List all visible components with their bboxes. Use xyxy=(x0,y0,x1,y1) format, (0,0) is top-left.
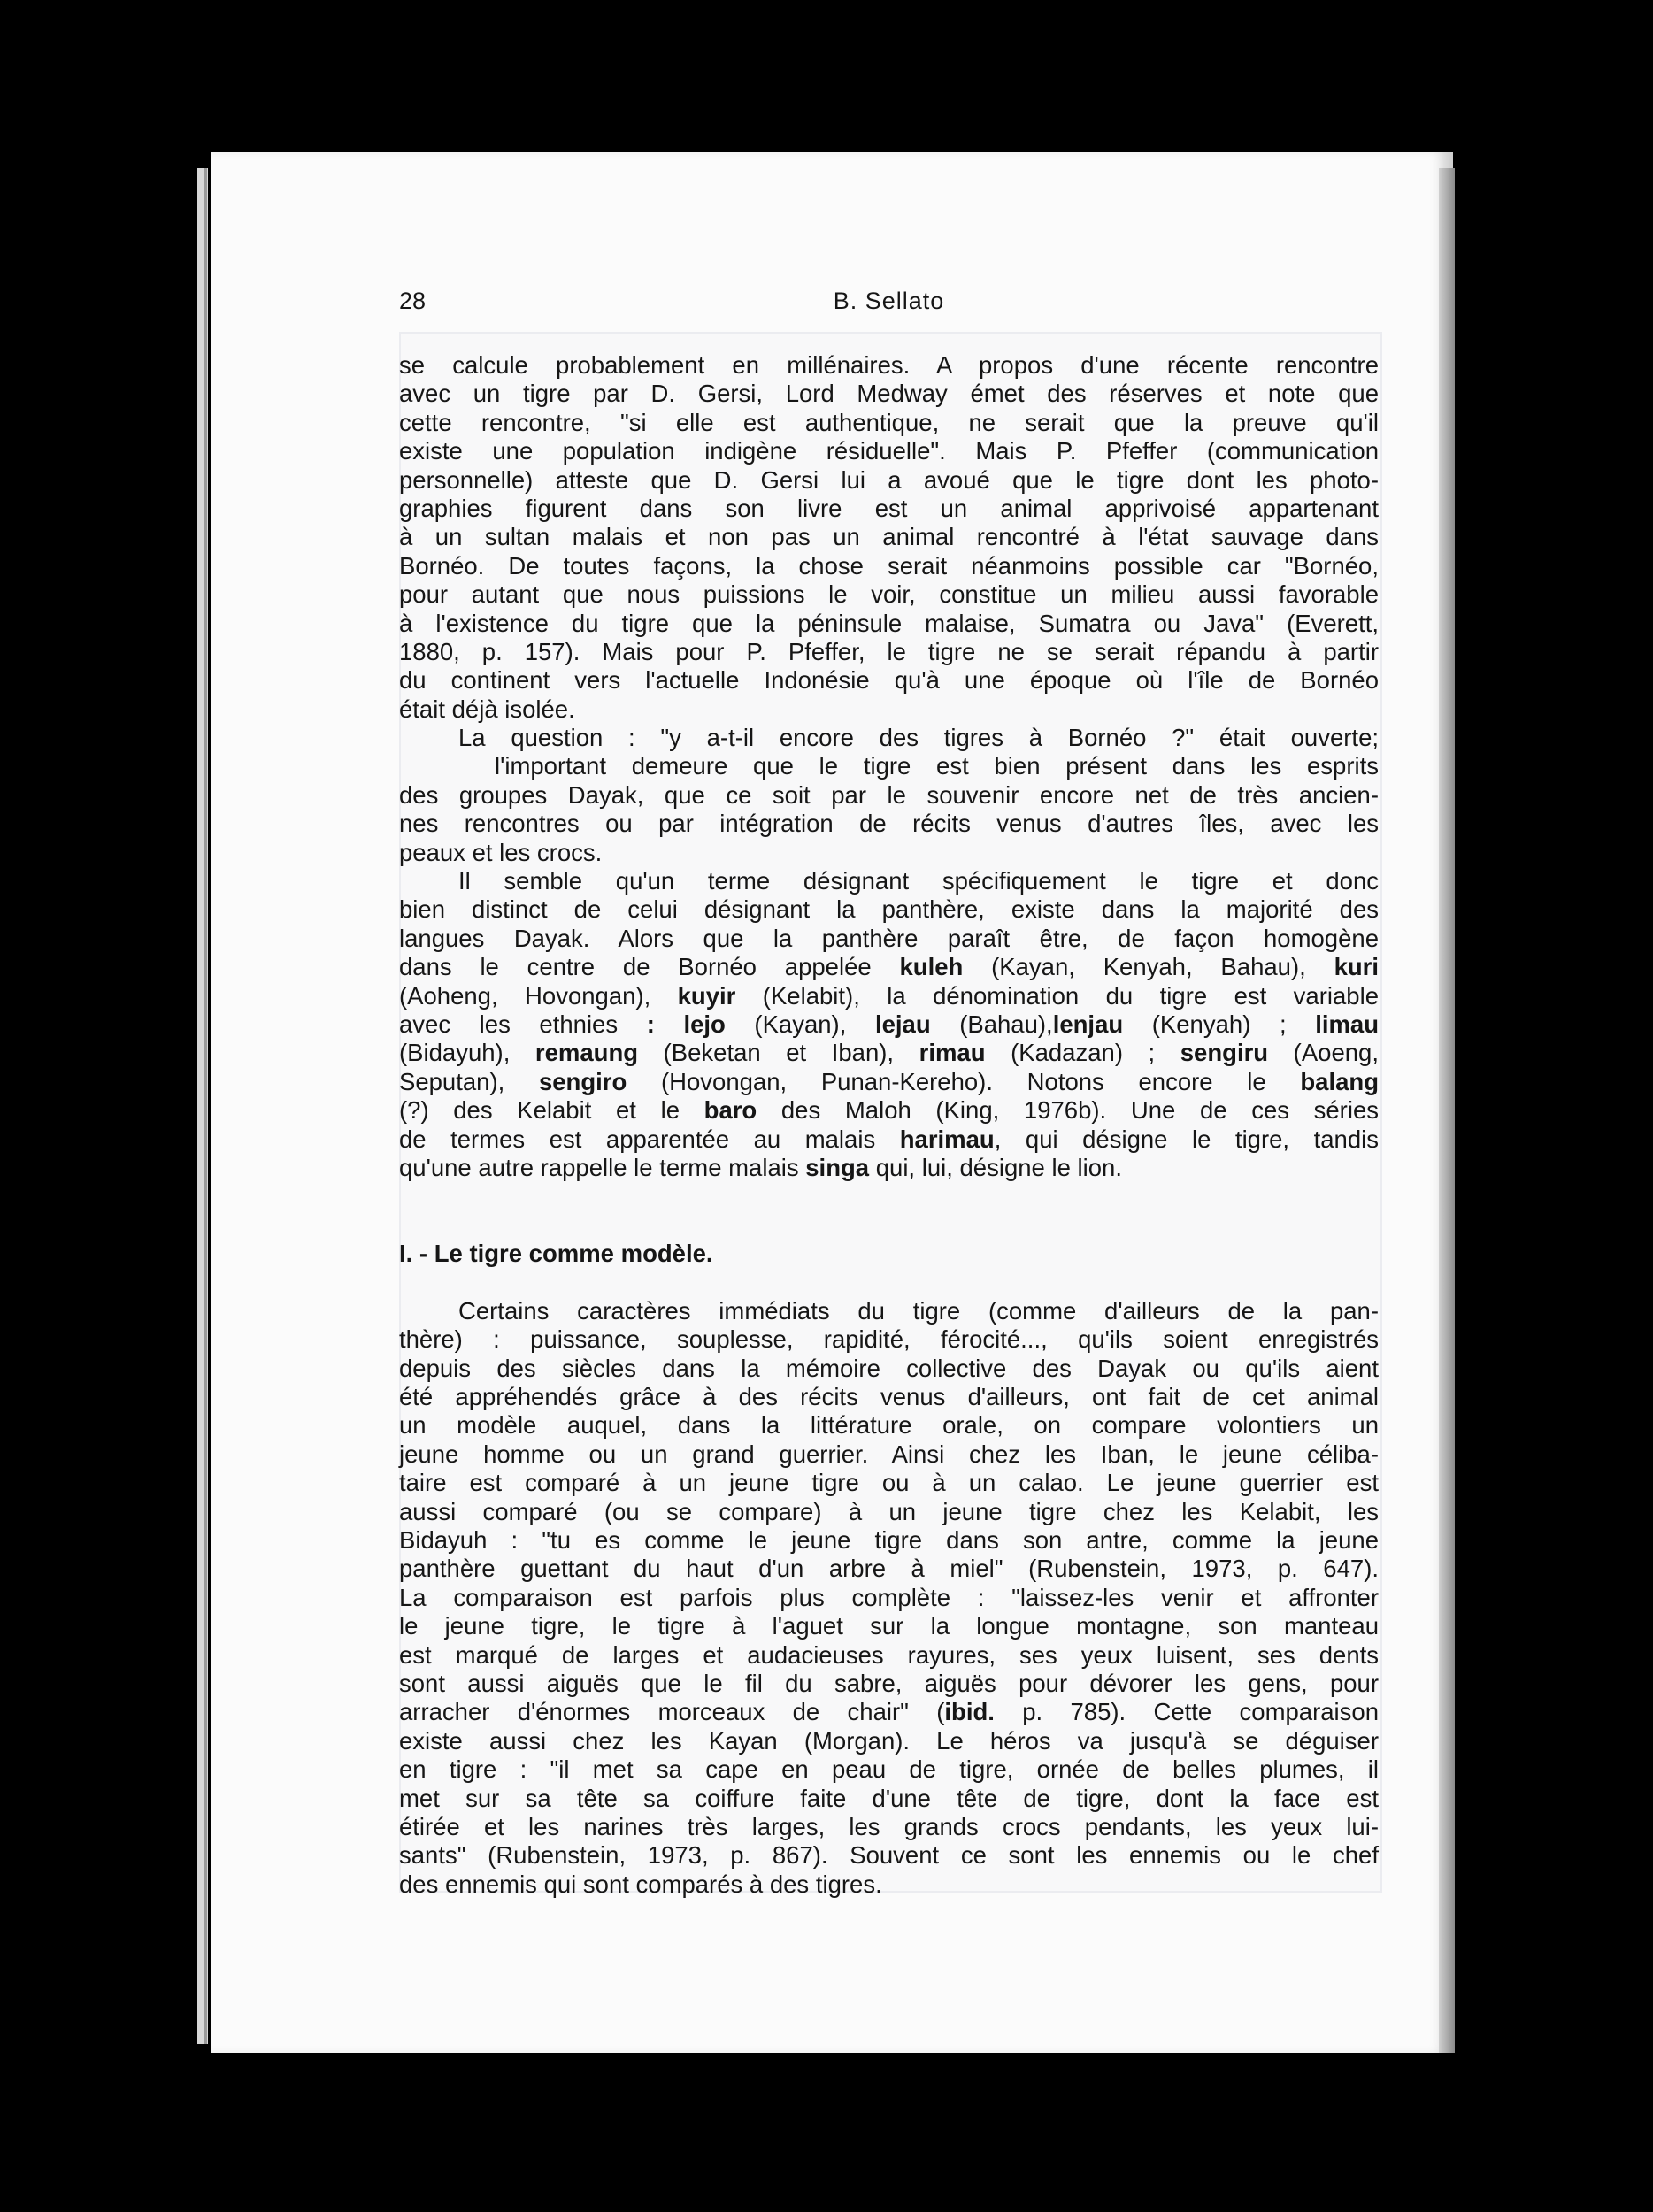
text-run: (Hovongan, Punan-Kereho). Notons encore le xyxy=(627,1067,1301,1095)
bold-term: lenjau xyxy=(1052,1010,1124,1038)
text-run: des ennemis qui sont comparés à des tigres. xyxy=(399,1870,882,1898)
text-run: du continent vers l'actuelle Indonésie qu'à une époque où l'île de Bornéo xyxy=(399,666,1379,695)
text-line xyxy=(399,982,1379,1010)
text-line xyxy=(399,1785,1379,1813)
text-line xyxy=(399,1526,1379,1555)
paragraph xyxy=(399,1297,1379,1899)
text-run: (Bidayuh), xyxy=(399,1039,535,1067)
text-line xyxy=(399,895,1379,924)
text-line xyxy=(399,1755,1379,1784)
text-line xyxy=(399,1698,1379,1726)
text-line xyxy=(399,1039,1379,1067)
text-run: p. 785). Cette comparaison xyxy=(994,1698,1379,1726)
paragraphs-after xyxy=(399,1297,1379,1899)
text-line xyxy=(399,1555,1379,1583)
text-run: arracher d'énormes morceaux de chair" ( xyxy=(399,1698,945,1726)
text-run: à un sultan malais et non pas un animal rencontré à l'état sauvage dans xyxy=(399,523,1379,551)
bold-term: sengiro xyxy=(538,1067,627,1095)
text-run: aussi comparé (ou se compare) à un jeune tigre chez les Kelabit, les xyxy=(399,1497,1379,1525)
text-run: Certains caractères immédiats du tigre (comme d'ailleurs de la pan- xyxy=(458,1296,1379,1325)
bold-term: : lejo xyxy=(646,1010,726,1038)
text-run: avec les ethnies xyxy=(399,1010,647,1038)
bold-term: lejau xyxy=(874,1010,931,1038)
text-run: langues Dayak. Alors que la panthère paraît être, de façon homogène xyxy=(399,924,1379,952)
text-line xyxy=(399,1411,1379,1440)
text-line xyxy=(399,695,1379,724)
text-line xyxy=(399,1870,1379,1899)
text-line xyxy=(399,839,1379,867)
text-line xyxy=(399,867,1379,895)
text-line xyxy=(399,1641,1379,1670)
text-line xyxy=(399,1612,1379,1640)
text-run: (Kelabit), la dénomination du tigre est variable xyxy=(735,981,1379,1010)
text-run: (Kadazan) ; xyxy=(985,1039,1180,1067)
text-line xyxy=(399,495,1379,523)
text-run: Il semble qu'un terme désignant spécifiquement le tigre et donc xyxy=(458,867,1379,895)
text-run: (Kenyah) ; xyxy=(1123,1010,1316,1038)
text-line xyxy=(399,1355,1379,1383)
text-run: depuis des siècles dans la mémoire collective des Dayak ou qu'ils aient xyxy=(399,1354,1379,1382)
bold-term: rimau xyxy=(919,1039,986,1067)
text-run: des Maloh (King, 1976b). Une de ces séries xyxy=(757,1096,1379,1125)
text-run: (Aoheng, Hovongan), xyxy=(399,981,678,1010)
text-line xyxy=(399,610,1379,638)
text-run: La question : "y a-t-il encore des tigres à Bornéo ?" était ouverte; xyxy=(458,724,1379,752)
text-run: (Aoeng, xyxy=(1268,1039,1379,1067)
text-run: le jeune tigre, le tigre à l'aguet sur la longue montagne, son manteau xyxy=(399,1612,1379,1640)
text-run: cette rencontre, "si elle est authentique, ne serait que la preuve qu'il xyxy=(399,408,1379,436)
text-run: existe une population indigène résiduelle". Mais P. Pfeffer (communication xyxy=(399,437,1379,465)
text-line xyxy=(399,1469,1379,1497)
text-run: (Kayan), xyxy=(725,1010,875,1038)
text-line xyxy=(399,1498,1379,1526)
text-run: de termes est apparentée au malais xyxy=(399,1125,900,1153)
text-run: peaux et les crocs. xyxy=(399,838,603,866)
text-line xyxy=(399,1670,1379,1698)
bold-term: baro xyxy=(703,1096,757,1125)
text-run: 1880, p. 157). Mais pour P. Pfeffer, le tigre ne se serait répandu à partir xyxy=(399,637,1379,665)
text-line xyxy=(399,1440,1379,1469)
text-run: été appréhendés grâce à des récits venus d'ailleurs, ont fait de cet animal xyxy=(399,1383,1379,1411)
text-line xyxy=(399,580,1379,609)
text-line xyxy=(399,351,1379,380)
bold-term: kuyir xyxy=(677,981,736,1010)
text-line xyxy=(399,953,1379,981)
text-run: La comparaison est parfois plus complète : "laissez-les venir et affronter xyxy=(399,1583,1379,1611)
text-run: qu'une autre rappelle le terme malais xyxy=(399,1153,806,1181)
bold-term: kuri xyxy=(1334,953,1379,981)
bold-term: sengiru xyxy=(1180,1039,1269,1067)
text-line xyxy=(399,1096,1379,1125)
text-run: à l'existence du tigre que la péninsule malaise, Sumatra ou Java" (Everett, xyxy=(399,609,1379,637)
bold-term: harimau xyxy=(899,1125,995,1153)
text-run: panthère guettant du haut d'un arbre à miel" (Rubenstein, 1973, p. 647). xyxy=(399,1555,1379,1583)
paragraph xyxy=(399,867,1379,1182)
body-text xyxy=(399,351,1379,1899)
text-run: en tigre : "il met sa cape en peau de tigre, ornée de belles plumes, il xyxy=(399,1755,1379,1784)
bold-term: remaung xyxy=(534,1039,639,1067)
paragraph xyxy=(399,724,1379,867)
bold-term: ibid. xyxy=(944,1698,995,1726)
text-run: se calcule probablement en millénaires. A propos d'une récente rencontre xyxy=(399,351,1379,379)
text-run: qui, lui, désigne le lion. xyxy=(869,1153,1122,1181)
text-run: nes rencontres ou par intégration de récits venus d'autres îles, avec les xyxy=(399,810,1379,838)
text-line xyxy=(399,1584,1379,1612)
text-line xyxy=(399,1154,1379,1182)
text-line xyxy=(399,1325,1379,1354)
text-line xyxy=(399,1841,1379,1870)
bold-term: singa xyxy=(805,1153,870,1181)
text-run: (Beketan et Iban), xyxy=(638,1039,919,1067)
text-run: sont aussi aiguës que le fil du sabre, aiguës pour dévorer les gens, pour xyxy=(399,1670,1379,1697)
text-line xyxy=(399,1813,1379,1841)
section-heading: I. - Le tigre comme modèle. xyxy=(399,1240,713,1268)
text-run: bien distinct de celui désignant la panthère, existe dans la majorité des xyxy=(399,895,1379,924)
text-run: graphies figurent dans son livre est un animal apprivoisé appartenant xyxy=(399,494,1379,522)
bold-term: kuleh xyxy=(899,953,964,981)
text-line xyxy=(399,724,1379,752)
text-run: taire est comparé à un jeune tigre ou à un calao. Le jeune guerrier est xyxy=(399,1469,1379,1497)
text-run: est marqué de larges et audacieuses rayures, ses yeux luisent, ses dents xyxy=(399,1640,1379,1669)
text-line xyxy=(399,380,1379,408)
text-line xyxy=(399,925,1379,953)
text-line xyxy=(399,1068,1379,1096)
bold-term: limau xyxy=(1315,1010,1380,1038)
text-line xyxy=(399,437,1379,465)
text-run: des groupes Dayak, que ce soit par le souvenir encore net de très ancien- xyxy=(399,780,1379,809)
text-run: thère) : puissance, souplesse, rapidité, férocité..., qu'ils soient enregistrés xyxy=(399,1325,1379,1354)
text-run: jeune homme ou un grand guerrier. Ainsi chez les Iban, le jeune céliba- xyxy=(399,1440,1379,1468)
paragraphs-before xyxy=(399,351,1379,1182)
paragraph xyxy=(399,351,1379,724)
text-run: Bornéo. De toutes façons, la chose serait néanmoins possible car "Bornéo, xyxy=(399,551,1379,580)
text-run: avec un tigre par D. Gersi, Lord Medway émet des réserves et note que xyxy=(399,380,1379,408)
running-author: B. Sellato xyxy=(833,288,945,314)
text-line xyxy=(399,666,1379,695)
text-line xyxy=(399,1125,1379,1154)
text-run: était déjà isolée. xyxy=(399,695,575,723)
text-run: sants" (Rubenstein, 1973, p. 867). Souvent ce sont les ennemis ou le chef xyxy=(399,1841,1379,1870)
text-run: (?) des Kelabit et le xyxy=(399,1096,704,1125)
text-line xyxy=(399,781,1379,810)
text-run: un modèle auquel, dans la littérature orale, on compare volontiers un xyxy=(399,1411,1379,1440)
text-run: Bidayuh : "tu es comme le jeune tigre dans son antre, comme la jeune xyxy=(399,1526,1379,1555)
text-run: (Bahau), xyxy=(930,1010,1053,1038)
text-run: étirée et les narines très larges, les grands crocs pendants, les yeux lui- xyxy=(399,1812,1379,1840)
page-stack-edge xyxy=(204,168,207,2044)
text-run: Seputan), xyxy=(399,1067,539,1095)
text-line xyxy=(399,1010,1379,1039)
text-run: existe aussi chez les Kayan (Morgan). Le héros va jusqu'à se déguiser xyxy=(399,1726,1379,1755)
text-line xyxy=(399,1383,1379,1411)
text-line xyxy=(399,1297,1379,1325)
text-run: personnelle) atteste que D. Gersi lui a avoué que le tigre dont les photo- xyxy=(399,465,1379,494)
text-line xyxy=(399,523,1379,551)
text-line xyxy=(399,810,1379,838)
page-right-edge xyxy=(1439,168,1455,2053)
text-line xyxy=(399,1727,1379,1755)
text-line xyxy=(399,752,1379,780)
text-run: pour autant que nous puissions le voir, constitue un milieu aussi favorable xyxy=(399,580,1379,609)
running-header xyxy=(399,285,1379,317)
text-run: dans le centre de Bornéo appelée xyxy=(399,953,900,981)
text-line xyxy=(399,552,1379,580)
text-run: l'important demeure que le tigre est bien présent dans les esprits xyxy=(495,752,1379,780)
bold-term: balang xyxy=(1300,1067,1379,1095)
text-run: , qui désigne le tigre, tandis xyxy=(994,1125,1379,1153)
page-number: 28 xyxy=(399,288,427,314)
text-run: (Kayan, Kenyah, Bahau), xyxy=(963,953,1334,981)
text-line xyxy=(399,409,1379,437)
text-line xyxy=(399,466,1379,495)
text-line xyxy=(399,638,1379,666)
text-run: met sur sa tête sa coiffure faite d'une tête de tigre, dont la face est xyxy=(399,1784,1379,1812)
